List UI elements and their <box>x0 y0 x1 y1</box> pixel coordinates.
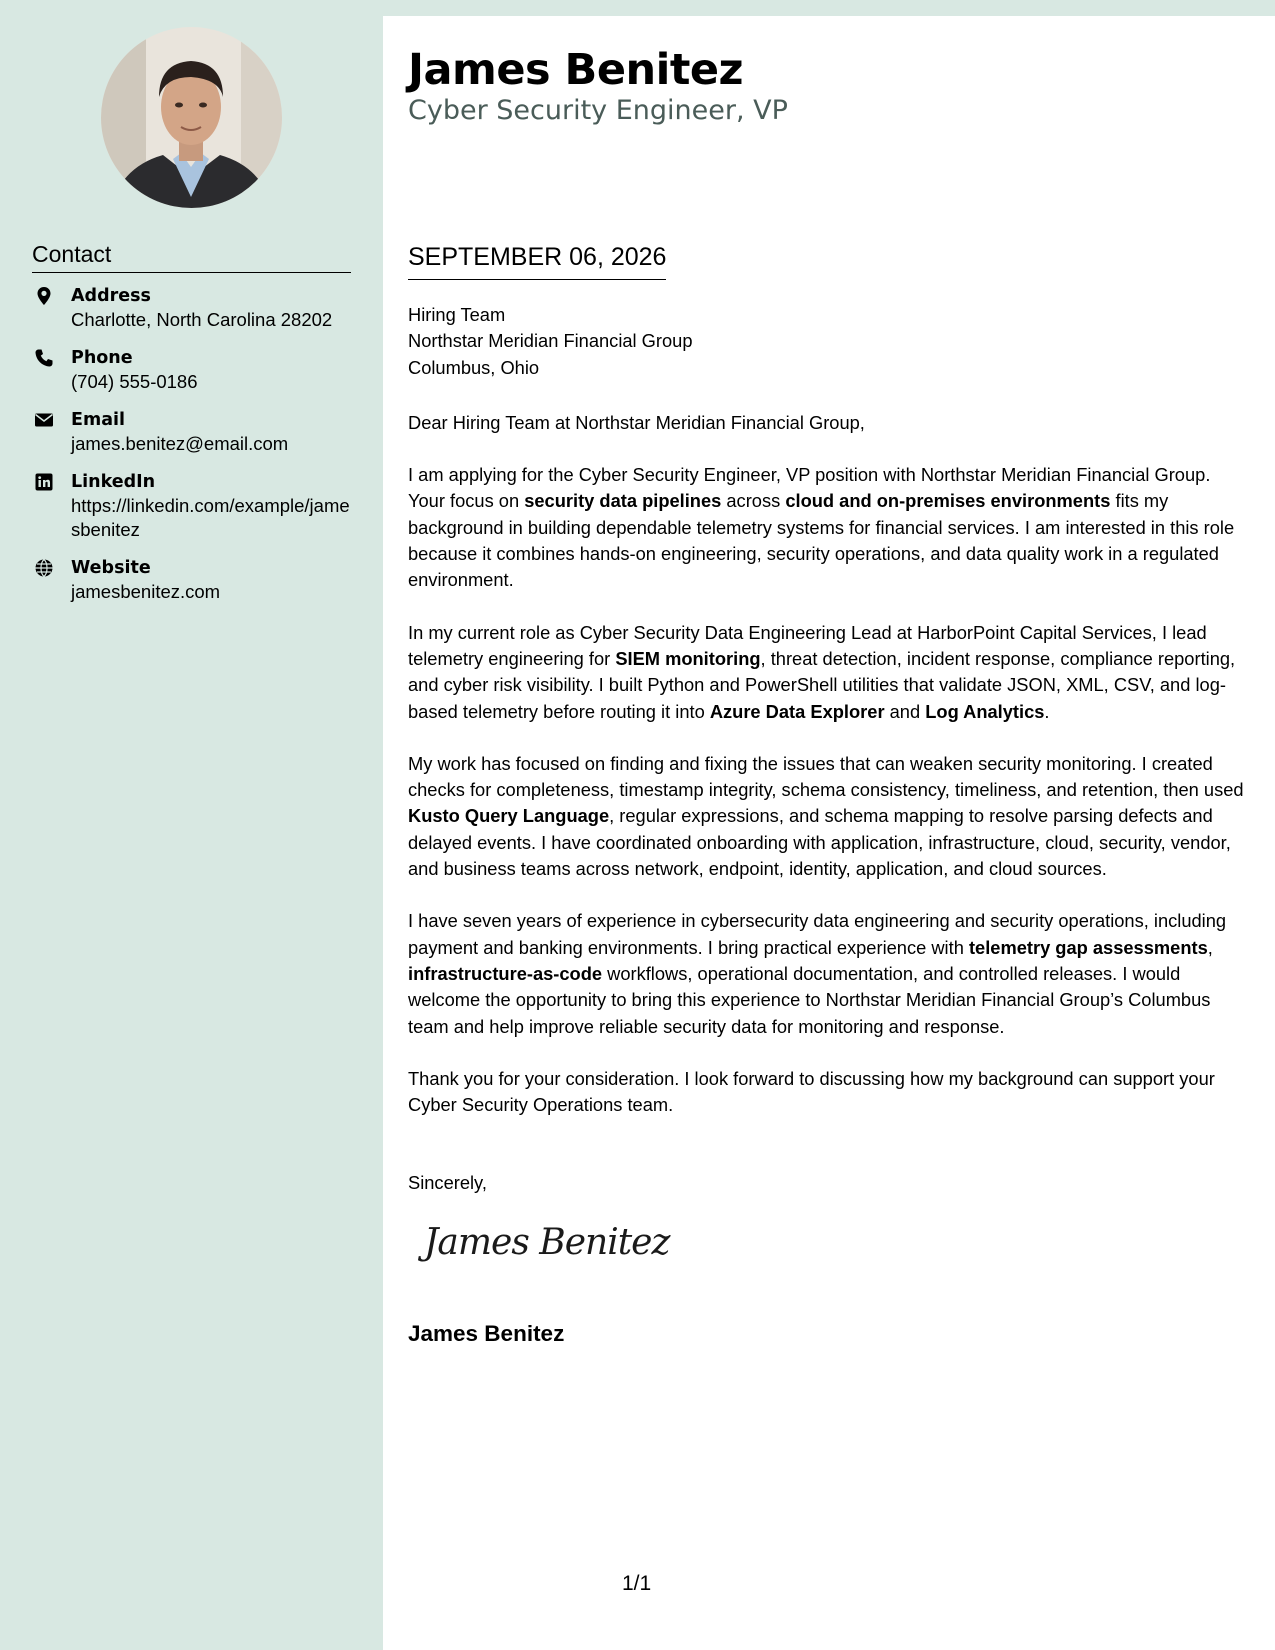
email-value[interactable]: james.benitez@email.com <box>71 433 289 454</box>
bold-phrase: cloud and on-premises environments <box>785 490 1111 512</box>
text-run: , regular expressions, and schema mapping to resolve parsing defects and delayed events. I have coordinated onboarding with application, infrastructure, cloud, security, vendor, and business teams across network, endpoint, identity, application, and cloud sources. <box>408 805 1231 880</box>
text-run: Thank you for your consideration. I look forward to discussing how my background can support your Cyber Security Operations team. <box>408 1067 1215 1116</box>
page-number: 1/1 <box>622 1572 652 1595</box>
phone-value: (704) 555-0186 <box>71 371 198 392</box>
bold-phrase: SIEM monitoring <box>615 647 761 669</box>
letter-date: SEPTEMBER 06, 2026 <box>408 241 666 280</box>
text-run: across <box>721 490 786 512</box>
text-run: I have seven years of experience in cybersecurity data engineering and security operations, including payment and banking environments. I bring practical experience with <box>408 910 1227 958</box>
letter-paragraph <box>408 462 1248 593</box>
address-value: Charlotte, North Carolina 28202 <box>71 309 333 330</box>
letter-paragraph <box>408 908 1248 1039</box>
text-run: I am applying for the Cyber Security Engineer, VP position with Northstar Meridian Financial Group. Your focus on <box>408 464 1211 512</box>
candidate-name: James Benitez <box>408 45 744 95</box>
website-value[interactable]: jamesbenitez.com <box>71 581 221 602</box>
salutation: Dear Hiring Team at Northstar Meridian Financial Group, <box>408 411 865 433</box>
signer-name: James Benitez <box>408 1321 565 1346</box>
letter-paragraph <box>408 751 1248 882</box>
letter-content <box>408 302 1248 1223</box>
text-run: , <box>1207 936 1213 958</box>
text-run: In my current role as Cyber Security Data Engineering Lead at HarborPoint Capital Services, I lead telemetry engineering for <box>408 621 1207 669</box>
contact-label: Website <box>71 558 151 578</box>
closing: Sincerely, <box>408 1172 487 1194</box>
contact-item-email <box>32 408 352 456</box>
bold-phrase: security data pipelines <box>524 490 722 512</box>
profile-photo <box>101 27 282 208</box>
contact-list <box>32 284 352 618</box>
top-strip <box>383 0 1275 16</box>
text-run: workflows, operational documentation, and controlled releases. I would welcome the opportunity to bring this experience to Northstar Meridian Financial Group’s Columbus team and help improve reliable security data for monitoring and response. <box>408 962 1211 1037</box>
bold-phrase: Log Analytics <box>925 700 1045 722</box>
linkedin-value[interactable]: https://linkedin.com/example/jamesbenitez <box>71 495 350 540</box>
text-run: fits my background in building dependable telemetry systems for financial services. I am interested in this role because it combines hands-on engineering, security operations, and data quality work in a regulated environment. <box>408 490 1235 591</box>
contact-item-website <box>32 556 352 604</box>
handwritten-signature: James Benitez <box>424 1222 670 1263</box>
globe-icon <box>34 558 54 578</box>
contact-item-linkedin <box>32 470 352 542</box>
candidate-title: Cyber Security Engineer, VP <box>408 95 788 126</box>
contact-label: Address <box>71 286 151 306</box>
text-run: , threat detection, incident response, compliance reporting, and cyber risk visibility. I built Python and PowerShell utilities that validate JSON, XML, CSV, and log-based telemetry before routing it into <box>408 647 1236 722</box>
recipient-line: Columbus, Ohio <box>408 356 540 378</box>
bold-phrase: Kusto Query Language <box>408 805 610 827</box>
contact-label: Email <box>71 410 125 430</box>
bold-phrase: infrastructure-as-code <box>408 962 603 984</box>
text-run: . <box>1044 700 1050 722</box>
contact-heading: Contact <box>32 240 351 273</box>
text-run: and <box>884 700 926 722</box>
phone-icon <box>34 348 54 368</box>
profile-photo-image <box>101 27 282 208</box>
recipient-line: Hiring Team <box>408 304 506 325</box>
recipient-line: Northstar Meridian Financial Group <box>408 330 693 352</box>
linkedin-icon <box>34 472 54 492</box>
bold-phrase: Azure Data Explorer <box>709 700 885 722</box>
contact-item-phone <box>32 346 352 394</box>
location-pin-icon <box>34 286 54 306</box>
recipient-block <box>408 302 1248 381</box>
letter-paragraph <box>408 1066 1248 1119</box>
text-run: My work has focused on finding and fixing the issues that can weaken security monitoring. I created checks for completeness, timestamp integrity, schema consistency, timeliness, and retention, then used <box>408 752 1244 801</box>
letter-paragraph <box>408 620 1248 725</box>
contact-label: LinkedIn <box>71 472 156 492</box>
contact-label: Phone <box>71 348 133 368</box>
bold-phrase: telemetry gap assessments <box>968 936 1208 958</box>
contact-item-address <box>32 284 352 332</box>
envelope-icon <box>34 410 54 430</box>
